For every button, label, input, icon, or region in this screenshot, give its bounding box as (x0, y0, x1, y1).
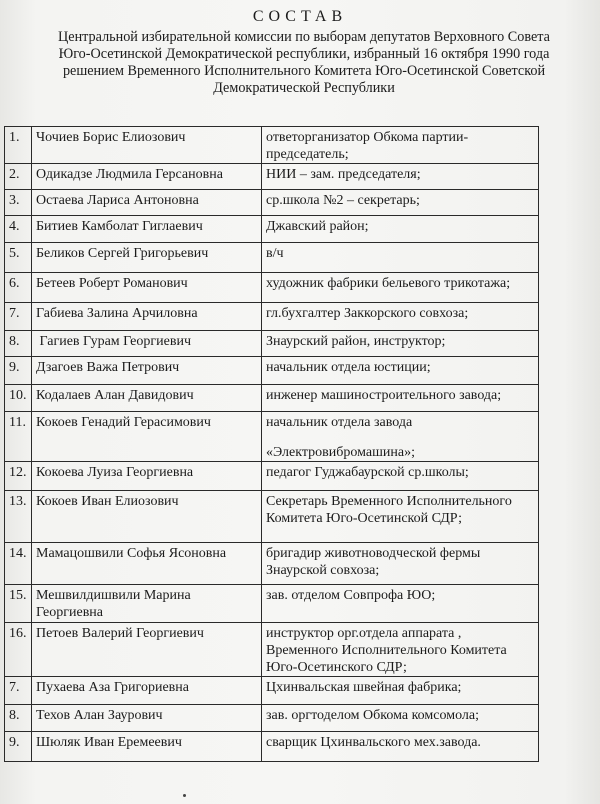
members-table (4, 126, 539, 762)
member-name: Пухаева Аза Григориевна (32, 677, 262, 705)
member-role-line: сварщик Цхинвальского мех.завода. (266, 735, 481, 750)
paper-speck (183, 794, 186, 797)
member-role-line: гл.бухгалтер Заккорского совхоза; (266, 306, 469, 321)
member-row (5, 216, 539, 243)
member-row (5, 491, 539, 543)
member-number: 9. (5, 732, 32, 762)
member-role-line: Секретарь Временного Исполнительного (266, 494, 512, 509)
member-name: Мамацошвили Софья Ясоновна (32, 543, 262, 585)
member-name: Дзагоев Важа Петрович (32, 357, 262, 385)
member-row (5, 127, 539, 164)
member-row (5, 190, 539, 216)
member-row (5, 412, 539, 462)
member-role (262, 462, 539, 491)
member-name: Кокоев Иван Елиозович (32, 491, 262, 543)
document-title: СОСТАВ (252, 8, 348, 25)
member-role-line: в/ч (266, 246, 284, 261)
member-number: 15. (5, 585, 32, 623)
heading-line: решением Временного Исполнительного Комитета Юго-Осетинской Советской (62, 63, 546, 79)
member-role-line: инструктор орг.отдела аппарата , (266, 626, 462, 641)
member-name: Беликов Сергей Григорьевич (32, 243, 262, 273)
member-number: 2. (5, 164, 32, 190)
member-name: Чочиев Борис Елиозович (32, 127, 262, 164)
member-number: 16. (5, 623, 32, 677)
member-role-line: художник фабрики бельевого трикотажа; (266, 276, 511, 291)
member-role-line: председатель; (266, 147, 349, 162)
heading-line: Центральной избирательной комиссии по выборам депутатов Верховного Совета (58, 29, 550, 45)
member-role-line: Юго-Осетинского СДР; (266, 660, 407, 675)
member-role-line: начальник отдела юстиции; (266, 360, 431, 375)
member-role (262, 412, 539, 462)
member-name: Остаева Лариса Антоновна (32, 190, 262, 216)
member-role-line: ср.школа №2 – секретарь; (266, 193, 420, 208)
member-row (5, 705, 539, 732)
member-role-line: бригадир животноводческой фермы (266, 546, 481, 561)
member-role (262, 273, 539, 303)
member-role-line: Знаурской совхоза; (266, 563, 380, 578)
member-row (5, 164, 539, 190)
member-role (262, 216, 539, 243)
member-role (262, 732, 539, 762)
member-role-line: Временного Исполнительного Комитета (266, 643, 507, 658)
member-role-line: «Электровибромашина»; (266, 445, 415, 460)
member-name: Кодалаев Алан Давидович (32, 385, 262, 412)
member-role (262, 585, 539, 623)
member-role-line: начальник отдела завода (266, 415, 413, 430)
member-row (5, 273, 539, 303)
document-heading (14, 29, 594, 97)
member-role-line: педагог Гуджабаурской ср.школы; (266, 465, 469, 480)
member-role (262, 385, 539, 412)
member-role (262, 705, 539, 732)
member-number: 14. (5, 543, 32, 585)
member-row (5, 357, 539, 385)
member-role (262, 331, 539, 357)
member-role (262, 623, 539, 677)
member-row (5, 677, 539, 705)
member-role (262, 491, 539, 543)
member-role-line: НИИ – зам. председателя; (266, 167, 421, 182)
member-row (5, 303, 539, 331)
member-name: Петоев Валерий Георгиевич (32, 623, 262, 677)
member-row (5, 462, 539, 491)
member-role-line: Знаурский район, инструктор; (266, 334, 446, 349)
member-number: 1. (5, 127, 32, 164)
member-role-line: ответорганизатор Обкома партии- (266, 130, 469, 145)
member-number: 8. (5, 331, 32, 357)
member-name: Кокоева Луиза Георгиевна (32, 462, 262, 491)
member-row (5, 623, 539, 677)
member-number: 13. (5, 491, 32, 543)
member-name: Кокоев Генадий Герасимович (32, 412, 262, 462)
heading-line: Демократической Республики (213, 80, 395, 96)
member-role (262, 357, 539, 385)
member-number: 6. (5, 273, 32, 303)
member-number: 9. (5, 357, 32, 385)
member-number: 12. (5, 462, 32, 491)
member-role (262, 190, 539, 216)
member-row (5, 331, 539, 357)
member-name: Гагиев Гурам Георгиевич (32, 331, 262, 357)
member-role-line: Джавский район; (266, 219, 369, 234)
member-role (262, 243, 539, 273)
member-row (5, 385, 539, 412)
member-number: 4. (5, 216, 32, 243)
member-number: 11. (5, 412, 32, 462)
member-name: Шюляк Иван Еремеевич (32, 732, 262, 762)
member-role (262, 303, 539, 331)
member-row (5, 732, 539, 762)
member-role-line: Цхинвальская швейная фабрика; (266, 680, 462, 695)
member-role (262, 164, 539, 190)
member-role-line: зав. оргтоделом Обкома комсомола; (266, 708, 479, 723)
members-table-body (5, 127, 539, 762)
heading-line: Юго-Осетинской Демократической республики, избранный 16 октября 1990 года (58, 46, 550, 62)
member-role-line: Комитета Юго-Осетинской СДР; (266, 511, 462, 526)
member-role (262, 543, 539, 585)
member-role (262, 677, 539, 705)
member-number: 7. (5, 303, 32, 331)
member-name: Техов Алан Заурович (32, 705, 262, 732)
member-role-line: инженер машиностроительного завода; (266, 388, 502, 403)
member-number: 8. (5, 705, 32, 732)
member-name: Габиева Залина Арчиловна (32, 303, 262, 331)
member-role-line: зав. отделом Совпрофа ЮО; (266, 588, 436, 603)
member-number: 3. (5, 190, 32, 216)
member-role (262, 127, 539, 164)
member-name: Битиев Камболат Гиглаевич (32, 216, 262, 243)
member-name: Бетеев Роберт Романович (32, 273, 262, 303)
member-row (5, 543, 539, 585)
member-row (5, 585, 539, 623)
member-number: 7. (5, 677, 32, 705)
member-name: Мешвилдишвили Марина Георгиевна (32, 585, 262, 623)
member-name: Одикадзе Людмила Герсановна (32, 164, 262, 190)
member-number: 10. (5, 385, 32, 412)
member-number: 5. (5, 243, 32, 273)
member-row (5, 243, 539, 273)
